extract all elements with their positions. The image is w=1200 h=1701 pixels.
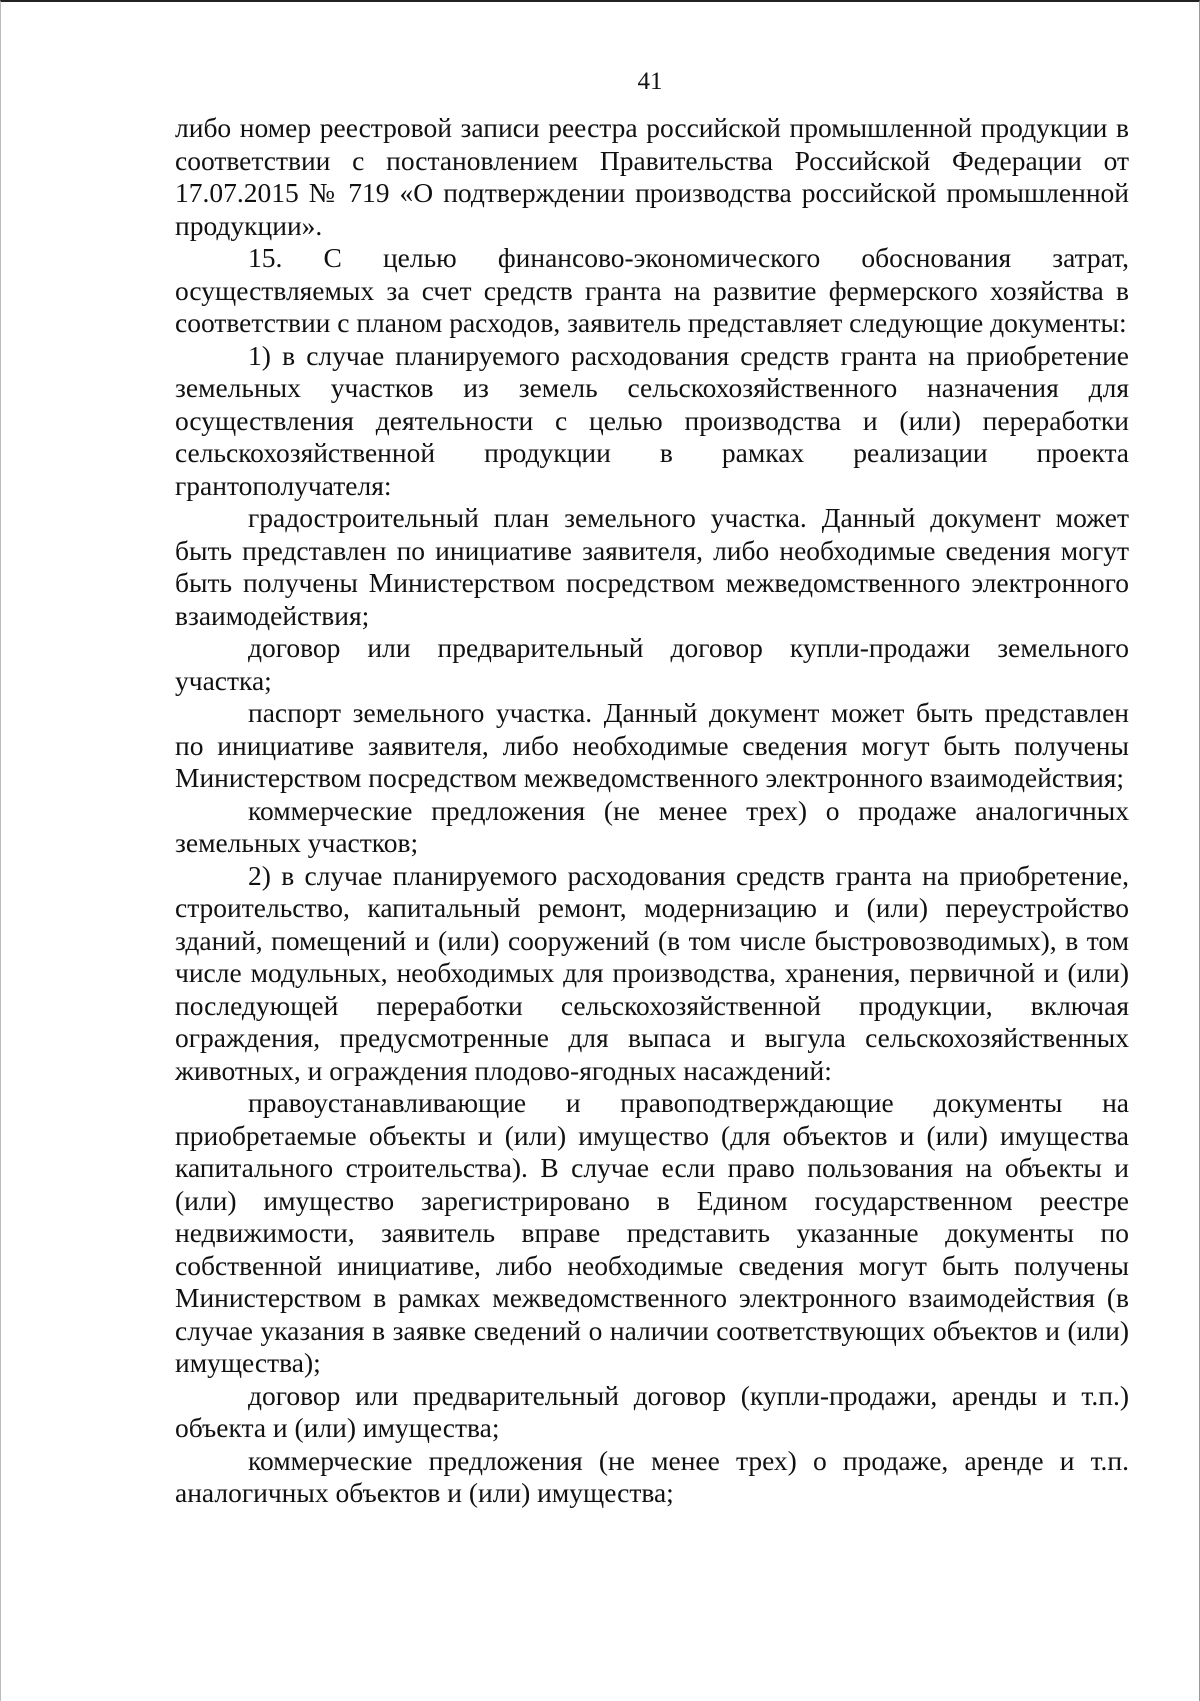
paragraph-2: 15. С целью финансово-экономического обоснования затрат, осуществляемых за счет средств гранта на развитие фермерского хозяйства в соответствии с планом расходов, заявитель представляет следующие документы:	[175, 242, 1129, 338]
paragraph-6: паспорт земельного участка. Данный документ может быть представлен по инициативе заявителя, либо необходимые сведения могут быть получены Министерством посредством межведомственного электронного взаимодействия;	[175, 697, 1129, 793]
document-body	[175, 112, 1129, 1510]
paragraph-3: 1) в случае планируемого расходования средств гранта на приобретение земельных участков из земель сельскохозяйственного назначения для осуществления деятельности с целью производства и (или) переработки сельскохозяйственной продукции в рамках реализации проекта грантополучателя:	[175, 339, 1129, 501]
paragraph-9: правоустанавливающие и правоподтверждающие документы на приобретаемые объекты и (или) имущество (для объектов и (или) имущества капитального строительства). В случае если право пользования на объекты и (или) имущество зарегистрировано в Едином государственном реестре недвижимости, заявитель вправе представить указанные документы по собственной инициативе, либо необходимые сведения могут быть получены Министерством в рамках межведомственного электронного взаимодействия (в случае указания в заявке сведений о наличии соответствующих объектов и (или) имущества);	[175, 1087, 1129, 1378]
paragraph-4: градостроительный план земельного участка. Данный документ может быть представлен по инициативе заявителя, либо необходимые сведения могут быть получены Министерством посредством межведомственного электронного взаимодействия;	[175, 502, 1129, 631]
paragraph-11: коммерческие предложения (не менее трех) о продаже, аренде и т.п. аналогичных объектов и (или) имущества;	[175, 1444, 1129, 1508]
paragraph-7: коммерческие предложения (не менее трех) о продаже аналогичных земельных участков;	[175, 794, 1129, 858]
paragraph-8: 2) в случае планируемого расходования средств гранта на приобретение, строительство, капитальный ремонт, модернизацию и (или) переустройство зданий, помещений и (или) сооружений (в том числе быстровозводимых), в том числе модульных, необходимых для производства, хранения, первичной и (или) последующей переработки сельскохозяйственной продукции, включая ограждения, предусмотренные для выпаса и выгула сельскохозяйственных животных, и ограждения плодово-ягодных насаждений:	[175, 859, 1129, 1086]
page-number: 41	[637, 68, 663, 95]
paragraph-10: договор или предварительный договор (купли-продажи, аренды и т.п.) объекта и (или) имущества;	[175, 1379, 1129, 1443]
paragraph-1: либо номер реестровой записи реестра российской промышленной продукции в соответствии с постановлением Правительства Российской Федерации от 17.07.2015 № 719 «О подтверждении производства российской промышленной продукции».	[175, 112, 1129, 241]
paragraph-5: договор или предварительный договор купли-продажи земельного участка;	[175, 632, 1129, 696]
